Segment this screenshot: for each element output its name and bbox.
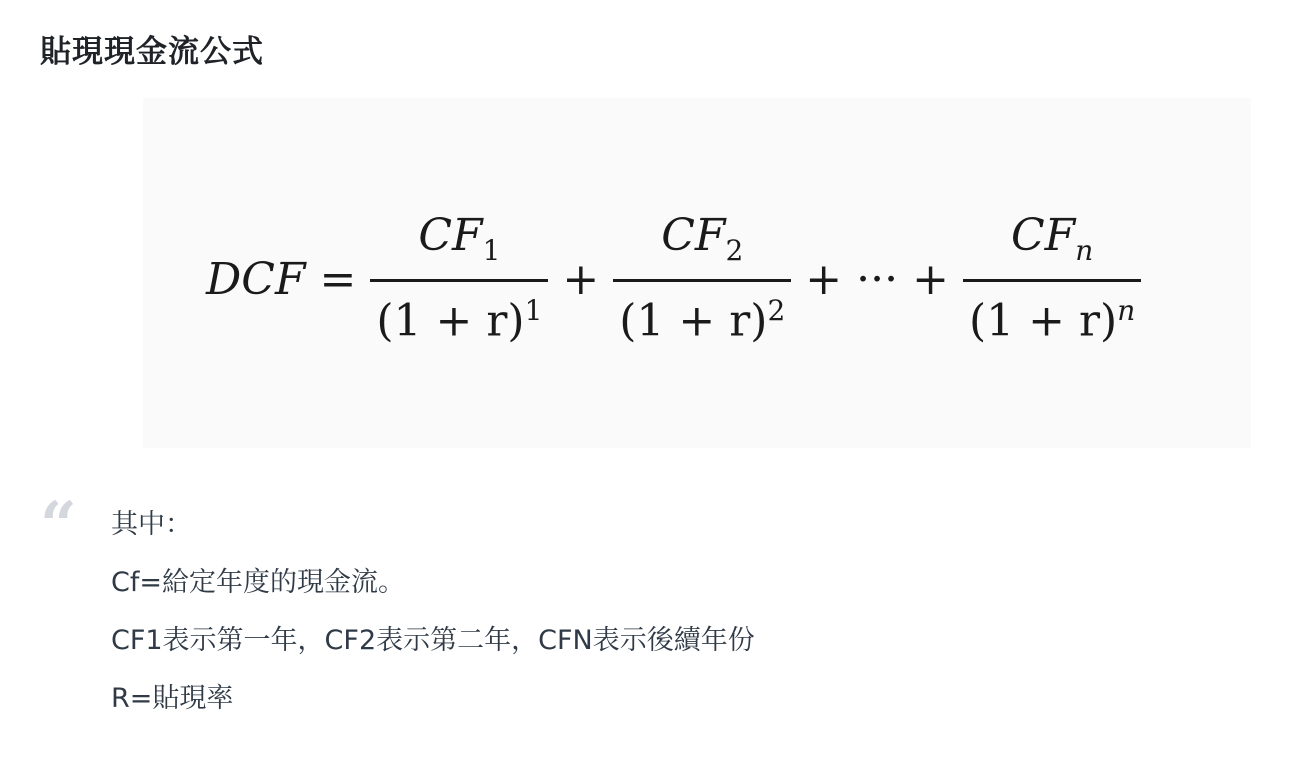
term-2-numerator: $CF_2$ — [661, 210, 744, 267]
formula-term-1 — [370, 210, 548, 348]
formula-plus-2: + — [805, 253, 843, 305]
quote-line: R=貼現率 — [111, 683, 234, 714]
quote-line: CF1表示第一年，CF2表示第二年，CFN表示後續年份 — [111, 625, 755, 656]
term-n-denominator: $(1 + r)^n$ — [963, 279, 1141, 349]
blockquote — [111, 506, 755, 738]
formula-term-n — [963, 210, 1141, 348]
formula-ellipsis: ··· — [856, 253, 899, 305]
formula-lhs: DCF — [206, 253, 306, 305]
formula-term-2 — [613, 210, 791, 348]
term-2-denominator: $(1 + r)^2$ — [613, 279, 791, 349]
page-title: 貼現現金流公式 — [40, 34, 264, 70]
quote-icon: “ — [40, 488, 77, 563]
term-1-denominator: $(1 + r)^1$ — [370, 279, 548, 349]
quote-line: 其中： — [111, 509, 192, 540]
quote-line: Cf=給定年度的現金流。 — [111, 567, 405, 598]
dcf-formula — [206, 210, 1141, 348]
formula-plus-3: + — [912, 253, 950, 305]
formula-equals: = — [319, 253, 357, 305]
term-1-numerator: $CF_1$ — [418, 210, 501, 267]
formula-plus-1: + — [562, 253, 600, 305]
term-n-numerator: $CF_n$ — [1011, 210, 1094, 267]
